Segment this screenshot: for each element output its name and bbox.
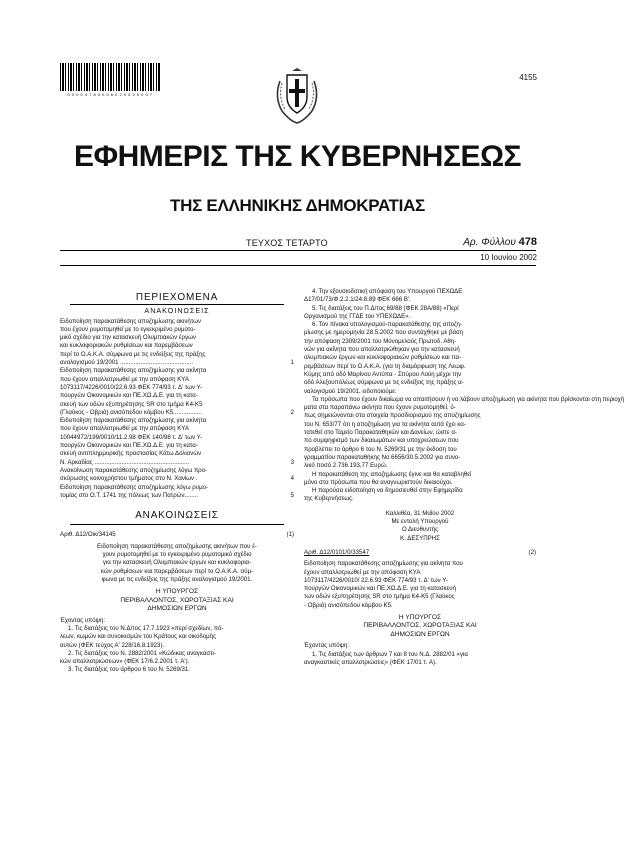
minister2-line: ΠΕΡΙΒΑΛΛΟΝΤΟΣ, ΧΩΡΟΤΑΞΙΑΣ ΚΑΙ [363,622,477,630]
toc-page-number: 1 [290,359,294,367]
paragraph-line: της Κυβερνήσεως. [304,495,354,503]
notice2-ref-number: (2) [528,548,536,556]
signature-role: Ο Διευθυντής [401,526,439,534]
toc-line: Ανακοίνωση παρακατάθεσης αποζημίωσης λόγω προ- [60,466,208,474]
having-label: Έχοντας υπόψη: [60,616,106,624]
notice-ref-number: (1) [286,531,294,539]
paragraph-line: Η παρακατάθεση της αποζημίωσης έγινε και θα καταβληθεί [312,470,472,478]
signature-authority: Με εντολή Υπουργού [391,518,449,526]
toc-page-number: 2 [290,408,294,416]
sheet-label: Αρ. Φύλλου [463,237,516,248]
minister-heading [60,588,294,614]
paragraph-line: μόνο στα πρόσωπα που θα αναγνωριστούν δικαιούχοι. [304,478,453,486]
considerations-list [60,625,294,675]
barcode [60,63,160,91]
notice2-line: των οδών εξυπηρέτησης SR στο τμήμα Κ4-Κ5 (Γλαύκος [304,593,455,601]
paragraph-line: του Ν. 653/77 ότι η αποζημίωση για τα ακίνητα αυτά έχει κα- [304,420,466,428]
minister-line: Η ΥΠΟΥΡΓΟΣ [155,588,199,596]
consideration-line: 3. Τις διατάξεις του άρθρου 6 του Ν. 5269/31. [68,666,191,674]
paragraph-line: νών για ακίνητα που απαλλοτριώθηκαν για την κατασκευή [304,346,460,354]
toc-entry[interactable] [60,367,294,417]
consideration2-line: 1. Τις διατάξεις των άρθρων 7 και 8 του Ν.Δ. 2882/01 «για [312,650,468,658]
notice2-summary [304,560,536,610]
consideration-line: λεων, κωμών και συνοικισμών του Κράτους και οικοδομής [60,633,217,641]
issue-date: 10 Ιουνίου 2002 [480,253,537,262]
notice2-line: - Οβριά) ανισόπεδου κόμβου Κ5. [304,601,393,609]
toc-line: σκευή αντιπλημμυρικής προστασίας Κάτω Δολιανών [60,450,202,458]
toc-line: τομίας στο Ο.Τ. 1741 της πόλεως των Πατρών........ [60,491,199,499]
toc-line: που έχουν απαλλοτριωθεί με την απόφαση ΚΥΑ [60,375,189,383]
masthead-rule-bottom [60,265,536,266]
page-number: 4155 [519,73,537,82]
contents-subheading: ΑΝΑΚΟΙΝΩΣΕΙΣ [144,306,210,316]
notice2-line: 1073117/4226/0010/ 22.6.93 ΦΕΚ 774/93 τ. Δ' των Υ- [304,576,448,584]
paragraph-line: 6. Τον πίνακα υπολογισμού-παρακατάθεσης της αποζη- [312,321,462,329]
announcements-underline [70,524,284,525]
paragraph-line: τατεθεί στο Ταμείο Παρακαταθηκών και Δανείων, ώστε α- [304,429,457,437]
paragraph-line: Δ17/01/73/Φ.2.2.1/24.8.89 ΦΕΚ 666 Β'. [304,296,411,304]
toc-line: Ειδοποίηση παρακατάθεσης αποζημίωσης λόγω ρυμο- [60,483,209,491]
issue-label: ΤΕΥΧΟΣ ΤΕΤΑΡΤΟ [246,238,328,248]
toc-entry[interactable] [60,417,294,467]
minister-line: ΠΕΡΙΒΑΛΛΟΝΤΟΣ, ΧΩΡΟΤΑΞΙΑΣ ΚΑΙ [120,596,234,604]
toc-entry[interactable] [60,484,294,501]
paragraph-line: ματα στα παραπάνω ακίνητα που έχουν ρυμοτομηθεί, ό- [304,404,456,412]
barcode-number: 0 0 0 0 4 7 8 0 0 0 6 0 2 0 0 2 0 0 0 7 [67,92,153,97]
minister2-line: ΔΗΜΟΣΙΩΝ ΕΡΓΩΝ [390,630,450,638]
paragraph-line: γραμματίου παρακαταθήκης Νο 6656/30.5.2002 για συνο- [304,453,461,461]
toc-line: μικό σχέδιο για την κατασκευή Ολυμπιακών έργων [60,334,196,342]
having2-label: Έχοντας υπόψη: [304,642,350,650]
paragraph-line: Οργανισμού της ΓΓΔΕ του ΥΠΕΧΩΔΕ». [304,312,411,320]
toc-line: και κυκλοφοριακών ρυθμίσεων και παρεμβάσεων [60,342,193,350]
notice2-ref: Αριθ. Δ12/0101/0/33547 [304,548,370,556]
toc-line: Ειδοποίηση παρακατάθεσης αποζημίωσης για ακίνητα [60,367,207,375]
minister2-heading [304,614,536,640]
consideration-line: κών απαλλοτριώσεων» (ΦΕΚ 17/6.2.2001 τ. Α'). [60,658,190,666]
notice-ref: Αριθ. Δ12/Οικ/34145 [60,531,116,539]
toc-line: που έχουν απαλλοτριωθεί με την απόφαση ΚΥΑ [60,425,189,433]
notice2-ref-row [304,549,536,557]
consideration-line: 2. Τις διατάξεις του Ν. 2882/2001 «Κώδικας αναγκαστι- [68,649,216,657]
toc-line: αναλογισμού 19/2001 ........................................... [60,359,194,367]
notice-line: κών ρυθμίσεων και παρεμβάσεων περί το Ο.Α.Κ.Α. σύμ- [100,567,254,575]
gazette-subtitle: ΤΗΣ ΕΛΛΗΝΙΚΗΣ ΔΗΜΟΚΡΑΤΙΑΣ [170,196,425,215]
paragraph-line: ναλογισμού 19/2001, ειδοποιούμε: [304,387,397,395]
toc-line: Ειδοποίηση παρακατάθεσης αποζημίωσης ακινήτων [60,317,201,325]
paragraph-line: προβλέπει το άρθρο 6 του Ν. 5269/31 με την έκδοση του [304,445,457,453]
announcements-heading: ΑΝΑΚΟΙΝΩΣΕΙΣ [135,510,219,522]
greek-coat-of-arms-emblem [272,67,322,125]
signature-place-date: Καλλιθέα, 31 Μαΐου 2002 [385,509,455,517]
signature-block [304,510,536,543]
notice2-line: πουργών Οικονομικών και ΠΕ.ΧΩ.Δ.Ε. για τη κατασκευή [304,585,456,593]
sheet-number [463,236,537,248]
contents-heading: ΠΕΡΙΕΧΟΜΕΝΑ [135,292,219,303]
paragraph-line: πως σημειώνονται στα στοιχεία προσδιορισμού της αποζημίωσης [304,412,481,420]
toc-page-number: 5 [290,491,294,499]
toc-entry-text [60,484,284,501]
gazette-title: ΕΦΗΜΕΡΙΣ ΤΗΣ ΚΥΒΕΡΝΗΣΕΩΣ [73,140,522,173]
paragraph-line: Κύμης από οδό Μαρίνου Αντύπα - Σπύρου Λούη μέχρι την [304,370,462,378]
consideration2-line: αναγκαστικές απαλλοτριώσεις» (ΦΕΚ 17/01 τ. Α). [304,659,437,667]
paragraph-line: 5. Τις διατάξεις του Π.Δ/τος 69/88 (ΦΕΚ 28Α/88) «Περί [312,304,459,312]
toc-entry[interactable] [60,318,294,368]
toc-line: σκύρωσης κοινοχρήστου τμήματος στο Ν. Χανίων . [60,475,198,483]
notice-line: φωνα με τις ενδείξεις της πράξης αναλογισμού 19/2001. [101,575,253,583]
notice-line: Ειδοποίηση παρακατάθεσης αποζημίωσης ακινήτων που έ- [97,542,257,550]
toc-entry-text [60,417,284,467]
minister-line: ΔΗΜΟΣΙΩΝ ΕΡΓΩΝ [147,605,207,613]
toc-line: περί το Ο.Α.Κ.Α. σύμφωνα με τις ενδείξεις της πράξης [60,350,206,358]
signature-name: Κ. ΔΕΣΥΠΡΗΣ [400,534,440,542]
considerations-continued [304,288,624,504]
toc-entry[interactable] [60,467,294,484]
notice-summary [60,543,294,584]
paragraph-line: μίωσης με ημερομηνία 28.5.2002 που συντάχθηκε με βάση [304,329,464,337]
toc-line: που έχουν ρυμοτομηθεί με το εγκεκριμένο ρυμοτο- [60,325,196,333]
left-column [60,288,294,675]
toc-line: 10044972/199/0010/11.2.98 ΦΕΚ 140/98 τ. Δ' των Υ- [60,433,203,441]
toc-entry-text [60,367,284,417]
consideration-line: 1. Τις διατάξεις του Ν.Δ/τος 17.7.1923 «περί σχεδίων, πό- [68,625,224,632]
toc-line: πουργών Οικονομικών και ΠΕ.ΧΩ.Δ.Ε. για τη κατα- [60,442,198,450]
notice-line: για την κατασκευή Ολυμπιακών έργων και κυκλοφορια- [102,559,252,567]
masthead-rule [60,250,536,251]
notice2-line: Ειδοποίηση παρακατάθεσης αποζημίωσης για ακίνητα που [304,560,463,568]
paragraph-line: Τα πρόσωπα που έχουν δικαίωμα να απαιτήσουν ή να λάβουν αποζημίωση για ακίνητα που βρίσκονται στη περιοχή [312,395,624,403]
paragraph-line: λικό ποσό 2.736.193,77 Ευρώ. [304,462,388,470]
sheet-number-value: 478 [518,236,537,248]
paragraph-line: Η παρούσα ειδοποίηση να δημοσιευθεί στην Εφημερίδα [312,487,463,495]
minister2-line: Η ΥΠΟΥΡΓΟΣ [398,613,442,621]
notice2-line: έχουν απαλλοτριωθεί με την απόφαση ΚΥΑ [304,568,421,576]
notice-line: χουν ρυμοτομηθεί με το εγκεκριμένο ρυμοτομικό σχέδιο [102,551,252,559]
toc-line: Ν. Αρκαδίας ........................................................ [60,458,190,466]
toc-entry-text [60,318,284,368]
toc-line: 1073117/4226/0010/22.6.93 ΦΕΚ 774/93 τ. Δ' των Υ- [60,383,203,391]
contents-underline [70,304,284,305]
toc-entry-text [60,467,284,484]
paragraph-line: την απόφαση 2309/2001 του Μονομελούς Πρωτοδ. Αθη- [304,337,457,345]
toc-page-number: 3 [290,458,294,466]
right-column [304,288,624,667]
paragraph-line: ολυμπιακών έργων και κυκλοφοριακών ρυθμίσεων και πα- [304,354,462,362]
considerations2-list [304,651,536,668]
paragraph-line: πό συμψηφισμό των δικαιωμάτων και υποχρεώσεων που [304,437,459,445]
toc-line: Ειδοποίηση παρακατάθεσης αποζημίωσης για ακίνητα [60,417,207,425]
paragraph-line: 4. Την εξουσιοδοτική απόφαση του Υπουργού ΠΕΧΩΔΕ [312,288,463,295]
toc-line: (Γλαύκος - Οβριά) ανισόπεδου κόμβου Κ5................. [60,408,202,416]
toc-page-number: 4 [290,475,294,483]
paragraph-line: ρεμβάσεων περί το Ο.Α.Κ.Α. (για τη διαμόρφωση της Λεωφ. [304,362,466,370]
toc-line: σκευή των οδών εξυπηρέτησης SR στο τμήμα Κ4-Κ5 [60,400,203,408]
consideration-line: αυτών (ΦΕΚ τεύχος Α' 228/16.8.1923). [60,641,165,649]
toc-line: πουργών Οικονομικών και ΠΕ.ΧΩ.Δ.Ε. για τη κατα- [60,392,198,400]
notice-ref-row [60,531,294,539]
paragraph-line: οδό Αλεξουπόλεως σύμφωνα με τις ενδείξεις της πράξης α- [304,379,464,387]
